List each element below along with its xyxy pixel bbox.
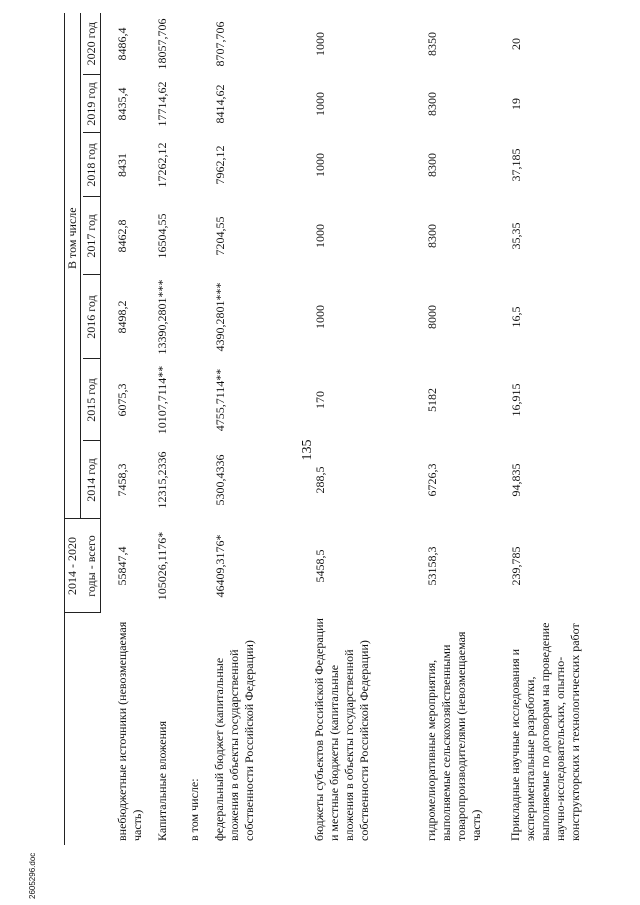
year-header-2017: 2017 год [83,197,101,275]
value-cell [183,13,211,75]
value-cell [183,133,211,197]
value-cell: 16,915 [508,383,523,417]
value-cell: 5182 [424,388,439,412]
table-row [183,13,211,845]
row-total: 105026,1176* [154,531,169,601]
row-total: 46409,3176* [212,534,227,598]
value-cell: 1000 [312,91,327,116]
value-cell: 7458,3 [115,463,129,497]
value-cell: 8462,8 [115,219,129,253]
page-number: 135 [300,439,315,461]
budget-table [64,13,619,845]
row-total [183,519,211,613]
value-cell: 6726,3 [424,463,439,497]
value-cell: 8300 [424,223,439,248]
value-cell: 1000 [312,223,327,248]
row-total: 55847,4 [115,546,129,586]
value-cell: 94,835 [508,463,523,497]
value-cell: 4390,2801*** [212,282,227,352]
value-cell: 8350 [424,31,439,56]
value-cell: 8000 [424,304,439,329]
value-cell: 13390,2801*** [154,279,169,355]
value-cell: 170 [312,391,327,409]
value-cell: 8435,4 [115,87,129,121]
value-cell: 8414,62 [212,84,227,124]
value-cell: 8300 [424,91,439,116]
year-header-2015: 2015 год [83,359,101,441]
value-cell: 5300,4336 [212,454,227,506]
row-label: федеральный бюджет (капитальные вложения в объекты государственной собственности Российской Федерации) [211,640,256,841]
year-header-2014: 2014 год [83,441,101,519]
table-row [311,13,423,845]
value-cell: 1000 [312,304,327,329]
row-total: 239,785 [508,546,523,586]
value-cell: 8486,4 [115,27,129,61]
value-cell: 19 [508,97,523,110]
value-cell: 8300 [424,152,439,177]
label-column-header [65,613,101,845]
table-row [101,13,149,845]
document-code: 2605296.doc [28,852,37,899]
table-row [211,13,311,845]
value-cell: 17262,12 [154,142,169,188]
rotated-table-container [64,18,604,845]
value-cell: 7204,55 [212,216,227,256]
value-cell: 37,185 [508,148,523,182]
value-cell: 8498,2 [115,300,129,334]
value-cell: 12315,2336 [154,451,169,509]
value-cell [183,197,211,275]
year-header-2019: 2019 год [83,75,101,133]
value-cell [183,275,211,359]
value-cell: 17714,62 [154,81,169,127]
row-total: 53158,3 [424,546,439,586]
value-cell [183,441,211,519]
row-label: бюджеты субъектов Российской Федерации и местные бюджеты (капитальные вложения в объекты государственной собственности Российской Федерации) [311,618,371,841]
value-cell: 4755,7114** [212,368,227,432]
value-cell: 10107,7114** [154,365,169,435]
year-header-2016: 2016 год [83,275,101,359]
value-cell: 1000 [312,31,327,56]
value-cell [183,75,211,133]
value-cell: 20 [508,37,523,50]
row-label: Прикладные научные исследования и экспериментальные разработки, выполняемые по договорам на проведение научно-исследовательских, опытно-конструкторских и технологических работ [507,622,582,841]
table-row [149,13,183,845]
year-header-2020: 2020 год [83,13,101,75]
value-cell: 18057,706 [154,18,169,70]
value-cell: 288,5 [312,466,327,494]
value-cell: 8431 [115,152,129,177]
total-header-top: 2014 - 2020 [65,519,81,613]
value-cell: 16504,55 [154,213,169,259]
value-cell: 8707,706 [212,21,227,67]
value-cell: 1000 [312,152,327,177]
total-header-bottom: годы - всего [83,519,101,613]
value-cell: 6075,3 [115,383,129,417]
year-header-2018: 2018 год [83,133,101,197]
row-label: гидромелиоративные мероприятия, выполняемые сельскохозяйственными товаропроизводителями (невозмещаемая часть) [423,631,483,841]
value-cell [183,359,211,441]
value-cell: 7962,12 [212,145,227,185]
value-cell: 35,35 [508,222,523,250]
value-cell: 16,5 [508,306,523,328]
row-label: в том числе: [186,778,201,841]
table-row [423,13,507,845]
row-label: Капитальные вложения [154,721,169,841]
in-particular-header: В том числе [65,13,81,275]
row-total: 5458,5 [312,549,327,583]
table-row [507,13,619,845]
row-label: внебюджетные источники (невозмещаемая часть) [114,621,144,841]
